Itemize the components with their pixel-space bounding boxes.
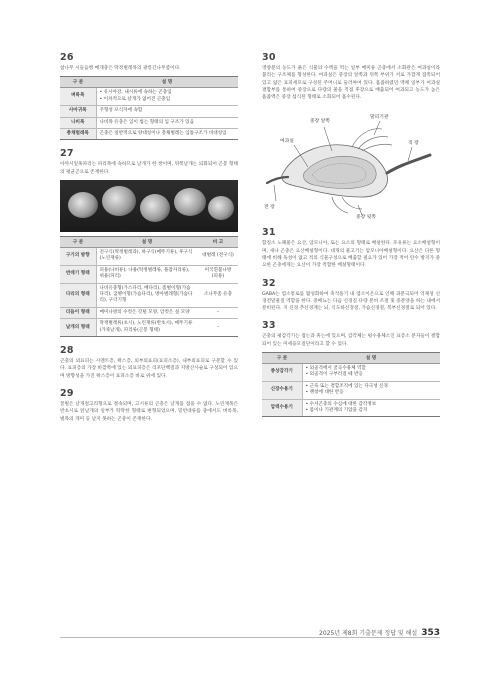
table-header: 설 명 (96, 77, 238, 88)
left-column (60, 52, 238, 427)
question-number-28: 28 (60, 345, 74, 357)
answer-text-29: 꿀벌은 날개걸고리형으로 결속되며, 고시류의 곤충은 날개를 접을 수 없다. 노린재목은 반초시로 앞날개의 일부가 딱딱한 형태로 변형되었으며, 밑빈대류를 충에서도 벼룩목, 벌목의 개미 등 날지 못하는 곤충이 존재한다. (60, 402, 238, 422)
table-header: 설 명 (96, 236, 198, 247)
table-row (60, 307, 238, 318)
filter-chamber-diagram (262, 105, 440, 221)
row-note: 미국흰불나방 (피용) (198, 265, 238, 283)
answer-text-30: 영양분의 농도가 묽은 식물의 수액을 먹는 일부 매미류 곤충에서 소화관은 여과실이라 불리는 구조체를 형성한다. 여과실은 중장의 앞쪽과 뒤쪽 부위가 서로 가깝게 접촉되어 있고 얇은 표피세포로 구성된 주머니로 둘러싸여 있다. 흡즙하였던 액체 일부가 여과실 결합부를 통하여 중장으로 다량의 물을 직접 후장으로 배출되어 여과되고 농도가 높은 흡즙액은 중장 섭식된 형태로 소화되어 흡수된다. (262, 66, 440, 101)
table-q33 (262, 352, 440, 418)
row-label: 날개의 형태 (60, 319, 96, 337)
table-row (60, 283, 238, 307)
row-desc: 곤충은 일반적으로 양대칭이나 총채벌레는 입틀구조가 비대칭임 (96, 128, 238, 139)
question-number-31: 31 (262, 227, 276, 239)
row-desc: 피용(나비류), 나용(딱정벌레류, 풀잠자리류), 위용(파리) (96, 265, 198, 283)
table-header: 비 고 (198, 236, 238, 247)
row-desc: 매미나방의 수컷은 깃털 모양, 암컷은 실 모양 (96, 307, 198, 318)
answer-text-33: 곤충의 평감각기는 접는과 휴는에 있으며, 감각체는 평수용체소인 표층소 분자들이 결합되어 있는 미세융모질단이라고 할 수 있다. (262, 334, 440, 347)
digestive-tract-illustration (262, 105, 440, 221)
row-label: 총채벌레목 (60, 128, 96, 139)
row-note: 대벌레 (전구식) (198, 247, 238, 265)
label-midgut-front: 중장 앞쪽 (310, 119, 331, 125)
page-footer (319, 628, 440, 638)
question-number-32: 32 (262, 277, 276, 289)
row-desc: 딱정벌레류(초시), 노린재류(반초시), 메뚜기류(가죽날개), 파리류(곤봉 형태) (96, 319, 198, 337)
table-row (262, 399, 440, 417)
table-row (60, 106, 238, 117)
row-label: 벼룩목 (60, 88, 96, 106)
table-row (60, 247, 238, 265)
row-label: 종상감각기 (262, 363, 302, 381)
question-number-26: 26 (60, 52, 74, 63)
gall-photo (60, 180, 238, 232)
question-number-30: 30 (262, 52, 276, 63)
table-row (262, 363, 440, 381)
answer-text-27: 아까시잎혹파리는 파리목에 속하므로 날개가 한 쌍이며, 뒤쪽날개는 퇴화되어 곤봉 형태의 평균곤으로 존재한다. (60, 162, 238, 175)
row-label: 번데기 형태 (60, 265, 96, 283)
right-column (262, 52, 440, 421)
label-filter-chamber: 여과실 (280, 139, 294, 145)
row-note: – (198, 307, 238, 318)
page-number: 353 (421, 628, 440, 638)
answer-text-31: 함질소 노폐물은 요산, 암모니아, 또는 요소의 형태로 배설한다. 포유류는 요소배설형이며, 새나 곤충은 요산배설형이다. 대개의 물고기는 암모니아배설형이다. 요산은 다른 형태에 비해 독성이 없고 적의 식물구성으로 배출할 필요가 있어 가장 적어 탄수 방지가 중요한 곤충에게는 요산이 가장 적합한 배설형태이다. (262, 241, 440, 269)
answer-text-32: GABA는 염소통로를 활성화하여 축삭돌기 내 염소이온으로 인해 과분극되어 억제성 신경전달물질 역할을 한다. 중배뇨는 다음 신경질 다량 분비 조절 및 중분양을 하는 내에서 분비된다. 지 신경 추신경계는 뇌, 식도하신경절, 가슴신경절, 복부신경절로 되어 있다. (262, 291, 440, 312)
row-label: 구기의 방향 (60, 247, 96, 265)
table-row (262, 381, 440, 399)
footer-title: 2025년 제8회 기출문제 정답 및 해설 (319, 630, 418, 637)
question-number-33: 33 (262, 320, 276, 332)
table-header: 구 분 (60, 77, 96, 88)
table-header: 설 명 (302, 352, 440, 363)
label-malpighian: 말피기관 (370, 115, 389, 121)
row-desc: • 수서곤충의 수심에 대한 감각정보 • 몸이나 기관계의 기압을 감지 (302, 399, 440, 417)
row-label: 신장수용기 (262, 381, 302, 399)
row-label: 사마귀목 (60, 106, 96, 117)
row-desc: • 근육 또는 결합조직에 있는 다극성 신경 • 팽창에 대한 반응 (302, 381, 440, 399)
table-row (60, 265, 238, 283)
row-desc: • 외골격에서 굴곡수용체 역할 • 외골격이 구부러질 때 반응 (302, 363, 440, 381)
table-row (60, 117, 238, 128)
table-header: 구 분 (262, 352, 302, 363)
row-desc: 주형성 포식자에 속함 (96, 106, 238, 117)
table-header: 구 분 (60, 236, 96, 247)
table-row (60, 88, 238, 106)
label-foregut: 전 장 (264, 205, 275, 211)
row-desc: 나비목 유충은 입이 씹는 형태의 입 구조가 있음 (96, 117, 238, 128)
table-row (60, 319, 238, 337)
answer-text-28: 곤충의 외표피는 시멘트층, 왁스층, 외부외표피(표피소층), 내부외표피로 구분할 수 있다. 표피층의 가장 바깥쪽에 있는 외표피층은 리포단백질과 지방산사슬로 구성되어 있으며 방향성을 가진 왁스층이 표피소층 바로 위에 있다. (60, 359, 238, 379)
row-note: 소나무좀 유충 (198, 283, 238, 307)
answer-text-26: 참나무 시들음병 매개충은 딱정벌레목의 광릉긴나무좀이다. (60, 66, 181, 71)
label-midgut-back: 중장 뒷쪽 (356, 215, 377, 221)
row-desc: 나비유충형(가스다리, 배다리), 좀벌이형(가슴다리), 굼벵이형(가슴다리), 방아벌레형(가슴다리), 구더기형 (96, 283, 198, 307)
table-row (60, 128, 238, 139)
table-q27 (60, 236, 238, 337)
row-note: – (198, 319, 238, 337)
question-number-27: 27 (60, 148, 74, 160)
row-label: 더듬이 형태 (60, 307, 96, 318)
row-label: 나비목 (60, 117, 96, 128)
question-number-29: 29 (60, 388, 74, 400)
table-q26 (60, 76, 238, 140)
label-rectum: 직 장 (408, 141, 419, 147)
row-label: 다리의 형태 (60, 283, 96, 307)
row-label: 압력수용기 (262, 399, 302, 417)
row-desc: 전구식(딱정벌레과), 하구식(메뚜기류), 후구식(노린재류) (96, 247, 198, 265)
row-desc: • 유시아강, 내시류에 속하는 곤충임 • 이차적으로 날개가 없어진 곤충임 (96, 88, 238, 106)
